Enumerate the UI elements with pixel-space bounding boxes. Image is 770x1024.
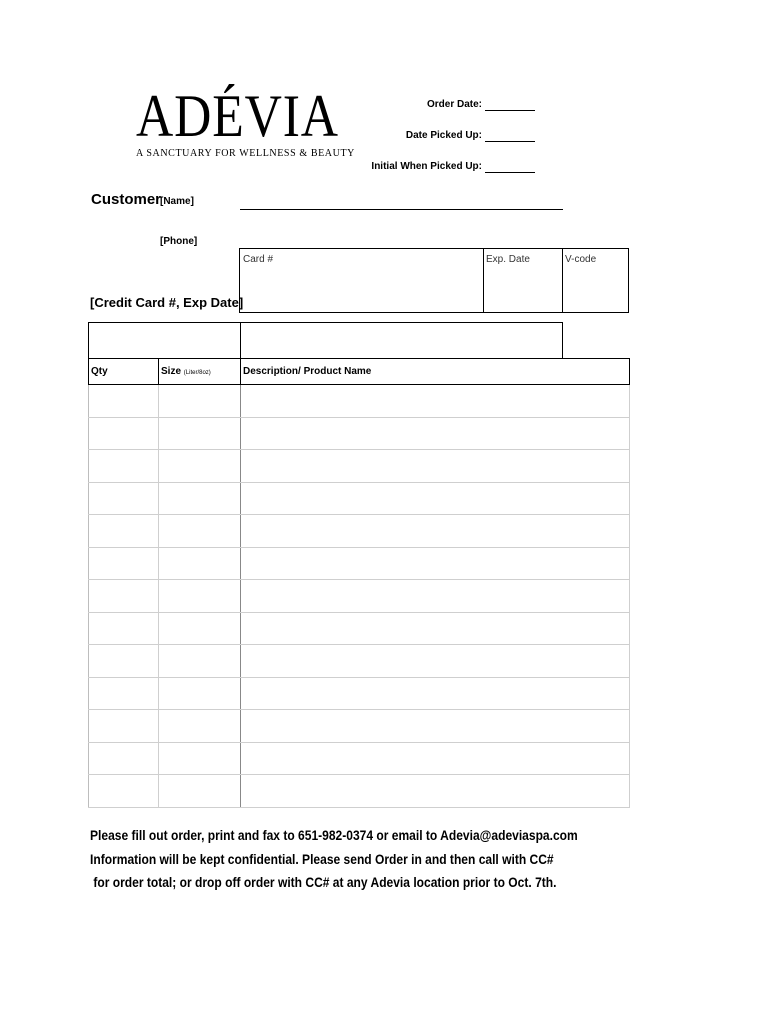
table-row xyxy=(89,385,630,418)
initial-picked-up-label: Initial When Picked Up: xyxy=(371,161,482,172)
order-date-label: Order Date: xyxy=(426,99,482,110)
size-cell[interactable] xyxy=(159,515,241,548)
table-row xyxy=(89,417,630,450)
qty-cell[interactable] xyxy=(89,547,159,580)
size-header: Size (Liter/8oz) xyxy=(159,359,241,385)
qty-cell[interactable] xyxy=(89,612,159,645)
size-cell[interactable] xyxy=(159,450,241,483)
initial-picked-up-field[interactable] xyxy=(485,172,535,173)
credit-card-entry-row[interactable] xyxy=(88,322,563,359)
qty-cell[interactable] xyxy=(89,775,159,808)
size-cell[interactable] xyxy=(159,775,241,808)
qty-cell[interactable] xyxy=(89,580,159,613)
footer-line-1: Please fill out order, print and fax to 651-982-0374 or email to Adevia@adeviaspa.com xyxy=(90,827,578,843)
size-cell[interactable] xyxy=(159,547,241,580)
table-row xyxy=(89,710,630,743)
size-cell[interactable] xyxy=(159,710,241,743)
exp-date-label: Exp. Date xyxy=(486,254,530,265)
vcode-field[interactable] xyxy=(563,262,627,310)
table-row xyxy=(89,515,630,548)
table-row xyxy=(89,612,630,645)
footer-line-2: Information will be kept confidential. Please send Order in and then call with CC# xyxy=(90,851,554,867)
description-cell[interactable] xyxy=(241,775,630,808)
qty-cell[interactable] xyxy=(89,710,159,743)
size-cell[interactable] xyxy=(159,612,241,645)
qty-cell[interactable] xyxy=(89,645,159,678)
order-date-field[interactable] xyxy=(485,110,535,111)
card-number-field[interactable] xyxy=(241,262,481,310)
description-cell[interactable] xyxy=(241,417,630,450)
description-cell[interactable] xyxy=(241,710,630,743)
size-cell[interactable] xyxy=(159,385,241,418)
customer-heading: Customer xyxy=(91,191,162,208)
description-cell[interactable] xyxy=(241,742,630,775)
description-cell[interactable] xyxy=(241,612,630,645)
size-cell[interactable] xyxy=(159,645,241,678)
name-field[interactable] xyxy=(240,209,563,210)
phone-label: [Phone] xyxy=(160,236,198,247)
card-number-label: Card # xyxy=(243,254,274,265)
size-unit-note: (Liter/8oz) xyxy=(183,370,211,376)
footer-line-3: for order total; or drop off order with CC# at any Adevia location prior to Oct. 7th. xyxy=(90,874,557,890)
table-row xyxy=(89,547,630,580)
credit-card-label: [Credit Card #, Exp Date] xyxy=(90,295,244,310)
date-picked-up-field[interactable] xyxy=(485,141,535,142)
table-row xyxy=(89,742,630,775)
table-row xyxy=(89,580,630,613)
description-cell[interactable] xyxy=(241,450,630,483)
adevia-logo-tagline: A SANCTUARY FOR WELLNESS & BEAUTY xyxy=(136,148,355,159)
qty-cell[interactable] xyxy=(89,417,159,450)
size-cell[interactable] xyxy=(159,742,241,775)
table-row xyxy=(89,450,630,483)
size-cell[interactable] xyxy=(159,482,241,515)
description-cell[interactable] xyxy=(241,515,630,548)
table-row xyxy=(89,677,630,710)
description-header: Description/ Product Name xyxy=(241,359,630,385)
description-cell[interactable] xyxy=(241,547,630,580)
vcode-label: V-code xyxy=(565,254,597,265)
description-cell[interactable] xyxy=(241,645,630,678)
table-row xyxy=(89,482,630,515)
name-label: [Name] xyxy=(160,196,194,207)
qty-cell[interactable] xyxy=(89,385,159,418)
qty-header: Qty xyxy=(89,359,159,385)
qty-cell[interactable] xyxy=(89,450,159,483)
description-cell[interactable] xyxy=(241,482,630,515)
size-cell[interactable] xyxy=(159,580,241,613)
order-items-table xyxy=(88,358,630,808)
table-row xyxy=(89,645,630,678)
qty-cell[interactable] xyxy=(89,482,159,515)
table-header-row xyxy=(89,359,630,385)
qty-cell[interactable] xyxy=(89,677,159,710)
table-row xyxy=(89,775,630,808)
adevia-logo-wordmark: ADÉVIA xyxy=(136,83,339,149)
size-cell[interactable] xyxy=(159,677,241,710)
size-cell[interactable] xyxy=(159,417,241,450)
qty-cell[interactable] xyxy=(89,742,159,775)
date-picked-up-label: Date Picked Up: xyxy=(405,130,482,141)
description-cell[interactable] xyxy=(241,677,630,710)
description-cell[interactable] xyxy=(241,385,630,418)
description-cell[interactable] xyxy=(241,580,630,613)
entry-divider xyxy=(240,323,241,358)
qty-cell[interactable] xyxy=(89,515,159,548)
exp-date-field[interactable] xyxy=(484,262,560,310)
